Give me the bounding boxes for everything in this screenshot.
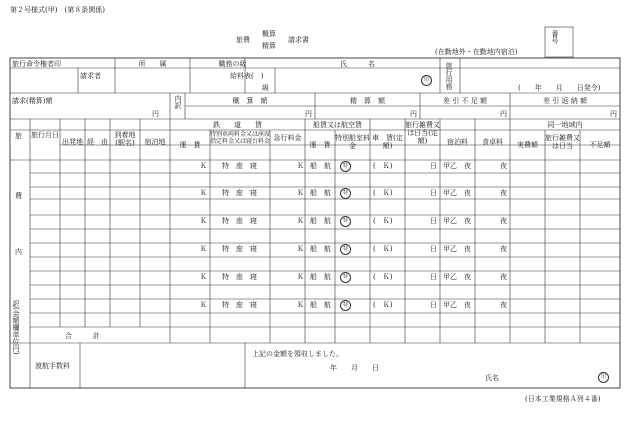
col-date: 旅行月日 — [31, 131, 59, 139]
receipt-date: 年 月 日 — [330, 364, 379, 372]
row-mark: Ｋ — [200, 301, 207, 309]
row-mark: 夜 — [500, 162, 507, 170]
row-mark: 甲乙 — [443, 189, 457, 197]
title-travel: 旅費 — [236, 36, 250, 44]
row-mark: 日 — [430, 162, 437, 170]
row-mark: 甲乙 — [443, 301, 457, 309]
row-mark: 夜 — [500, 189, 507, 197]
row-mark: ( Ｋ) — [373, 162, 393, 170]
signature-seal: 印 — [598, 372, 609, 383]
yen-2: 円 — [305, 110, 312, 118]
row-mark: Ｋ — [200, 273, 207, 281]
col-express: 急行料金 — [273, 134, 302, 142]
row-mark: 船 航 — [310, 162, 331, 170]
col-daily2: 旅行雑費又は日当 — [545, 134, 580, 150]
row-mark: 日 — [430, 273, 437, 281]
row-mark: 夜 — [500, 301, 507, 309]
breakdown-label: 内訳 — [174, 95, 182, 109]
row-mark: 日 — [430, 217, 437, 225]
row-mark: Ｋ — [200, 217, 207, 225]
settle-amount: 精 算 額 — [350, 97, 385, 105]
salary-table-label: 給料表( ) — [230, 72, 264, 80]
row-mark: 夜 — [464, 162, 471, 170]
row-mark: 特 座 寝 — [222, 245, 257, 253]
row-mark: 船 航 — [310, 189, 331, 197]
row-mark: ( Ｋ) — [373, 273, 393, 281]
row-mark: 船 航 — [310, 273, 331, 281]
row-mark: 特 座 寝 — [222, 301, 257, 309]
col-daily: 旅行雑費又は日当(定額) — [405, 121, 440, 145]
side-cost: 費 — [15, 192, 22, 200]
row-mark: 船 航 — [310, 217, 331, 225]
col-special: 特別車両料金又は座席指定料金又は寝台料金 — [210, 131, 271, 145]
row-mark: 夜 — [464, 217, 471, 225]
row-mark: Ｋ — [297, 217, 304, 225]
special-seal: 特 — [340, 216, 351, 227]
special-seal: 特 — [340, 272, 351, 283]
row-mark: 夜 — [464, 245, 471, 253]
refund-amount: 差 引 返 納 額 — [543, 97, 587, 105]
yen-3: 円 — [410, 110, 417, 118]
row-mark: 甲乙 — [443, 245, 457, 253]
row-mark: Ｋ — [297, 301, 304, 309]
row-mark: Ｋ — [297, 245, 304, 253]
side-inner: 内 — [15, 248, 22, 256]
col-via: 経 由 — [87, 138, 108, 146]
row-mark: 夜 — [464, 189, 471, 197]
approver-label: 旅行命令権者印 — [12, 60, 61, 68]
row-mark: ( Ｋ) — [373, 189, 393, 197]
estimate-amount: 概 算 額 — [232, 97, 268, 105]
row-mark: 甲乙 — [443, 217, 457, 225]
purpose-label: 旅行用務 — [445, 62, 453, 90]
row-mark: 甲乙 — [443, 162, 457, 170]
col-fare2: 運 賃 — [309, 141, 331, 149]
col-lodging: 宿泊地 — [144, 138, 166, 146]
col-depart: 出発地 — [62, 138, 83, 146]
col-ship-air: 船賃又は航空賃 — [313, 121, 362, 129]
row-mark: 特 座 寝 — [222, 189, 257, 197]
row-mark: ( Ｋ) — [373, 217, 393, 225]
form-number: 第２号様式(甲) (第８条関係) — [10, 6, 105, 14]
title-final: 精算 — [262, 42, 276, 50]
special-seal: 特 — [340, 188, 351, 199]
rank-label: 職務の級 — [218, 60, 247, 68]
footer-note: (日本工業規格Ａ列４番) — [525, 395, 601, 403]
number-label: 番号 — [551, 30, 559, 44]
col-arrive: 到着地(駅名) — [114, 131, 136, 147]
row-mark: Ｋ — [297, 189, 304, 197]
row-mark: ( Ｋ) — [373, 301, 393, 309]
row-mark: 夜 — [500, 245, 507, 253]
receipt-text: 上記の金額を領収しました。 — [252, 350, 343, 358]
row-mark: Ｋ — [200, 189, 207, 197]
row-mark: 日 — [430, 245, 437, 253]
special-seal: 特 — [340, 300, 351, 311]
col-ship-special: 特別船室料金 — [335, 134, 370, 150]
signature-label: 氏名 — [485, 374, 499, 382]
row-mark: 甲乙 — [443, 273, 457, 281]
row-mark: 日 — [430, 301, 437, 309]
issue-date: ( 年 月 日発令) — [518, 84, 601, 92]
yen-4: 円 — [500, 110, 507, 118]
row-mark: 船 航 — [310, 245, 331, 253]
col-actual: 実費額 — [517, 141, 538, 149]
row-mark: Ｋ — [297, 273, 304, 281]
col-short: 不足額 — [589, 141, 611, 149]
side-travel: 旅 — [15, 132, 22, 140]
totals-label: 合 計 — [65, 332, 100, 340]
row-mark: 特 座 寝 — [222, 162, 257, 170]
shortfall-amount: 差 引 不 足 額 — [443, 97, 487, 105]
row-mark: 特 座 寝 — [222, 273, 257, 281]
col-lodging-fee: 宿泊料 — [447, 138, 468, 146]
department-label: 所 属 — [138, 60, 167, 68]
row-mark: 夜 — [464, 301, 471, 309]
claimant-label: 請求者 — [80, 72, 101, 80]
special-seal: 特 — [340, 161, 351, 172]
title-claim: 請求書 — [288, 36, 309, 44]
seal-mark: 印 — [421, 75, 432, 86]
row-mark: ( Ｋ) — [373, 245, 393, 253]
col-car: 車 賃(定額) — [372, 134, 403, 150]
col-fare: 運 賃 — [179, 141, 201, 149]
row-mark: 船 航 — [310, 301, 331, 309]
row-mark: Ｋ — [200, 245, 207, 253]
name-label: 氏 名 — [340, 60, 375, 68]
special-seal: 特 — [340, 244, 351, 255]
grade-suffix: 級 — [262, 84, 269, 92]
title-estimate: 概算 — [262, 30, 276, 38]
row-mark: Ｋ — [297, 162, 304, 170]
row-mark: 日 — [430, 189, 437, 197]
yen-1: 円 — [152, 110, 159, 118]
ferry-fee-label: 渡航手数料 — [35, 362, 70, 370]
row-mark: 夜 — [500, 273, 507, 281]
row-mark: Ｋ — [200, 162, 207, 170]
col-meal: 食卓料 — [482, 138, 503, 146]
row-mark: 夜 — [500, 217, 507, 225]
row-mark: 特 座 寝 — [222, 217, 257, 225]
claim-amount-label: 請求(精算)額 — [12, 97, 53, 105]
yen-5: 円 — [610, 110, 617, 118]
col-railway: 鉄 道 賃 — [213, 121, 262, 129]
col-same-area: 同一地域内 — [547, 121, 583, 129]
location-note: (在勤地外・在勤地内宿泊) — [435, 48, 518, 56]
side-breakdown: 訳(金額欄単位円) — [12, 300, 20, 355]
row-mark: 夜 — [464, 273, 471, 281]
